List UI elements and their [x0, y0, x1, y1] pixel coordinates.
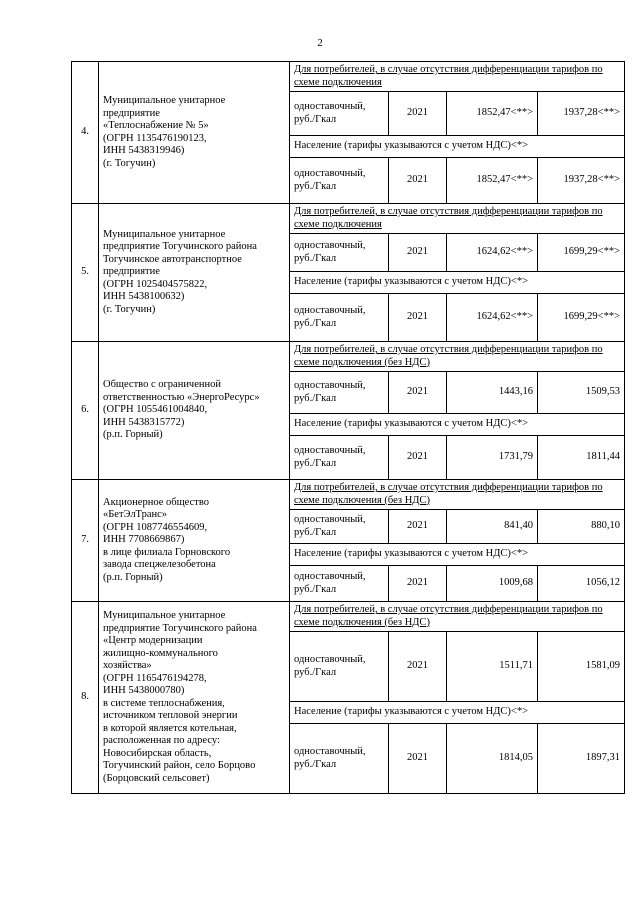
- consumer-group-header: Для потребителей, в случае отсутствия дифференциации тарифов по схеме подключения (без НДС): [290, 480, 625, 510]
- org-line: Новосибирская область,: [103, 747, 212, 759]
- organization-cell: [99, 62, 290, 204]
- tariff-value-second-half: 1699,29<**>: [538, 234, 625, 272]
- tariff-year: 2021: [389, 372, 447, 414]
- org-line: (р.п. Горный): [103, 429, 163, 441]
- org-line: ИНН 7708669867): [103, 534, 185, 546]
- tariff-type: одноставочный, руб./Гкал: [290, 436, 389, 480]
- org-line: Акционерное общество: [103, 496, 209, 508]
- tariff-value-first-half: 1624,62<**>: [447, 234, 538, 272]
- org-line: (ОГРН 1055461004840,: [103, 404, 208, 416]
- tariff-year: 2021: [389, 436, 447, 480]
- organization-cell: [99, 204, 290, 342]
- org-line: в которой является котельная,: [103, 722, 237, 734]
- org-line: (г. Тогучин): [103, 303, 156, 315]
- org-line: «Центр модернизации: [103, 635, 203, 646]
- org-line: (г. Тогучин): [103, 157, 156, 169]
- tariff-value-second-half: 1897,31: [538, 724, 625, 794]
- org-line: «Теплоснабжение № 5»: [103, 120, 209, 131]
- tariff-year: 2021: [389, 566, 447, 602]
- org-line: Тогучинский район, село Борцово: [103, 760, 256, 771]
- org-line: (ОГРН 1087746554609,: [103, 521, 208, 533]
- tariff-type: одноставочный, руб./Гкал: [290, 92, 389, 136]
- org-line: Муниципальное унитарное: [103, 228, 226, 240]
- org-line: Тогучинское автотранспортное: [103, 253, 242, 265]
- tariff-value-first-half: 1009,68: [447, 566, 538, 602]
- tariff-table: [71, 61, 625, 794]
- tariff-value-second-half: 1811,44: [538, 436, 625, 480]
- tariff-year: 2021: [389, 632, 447, 702]
- tariff-type: одноставочный, руб./Гкал: [290, 724, 389, 794]
- tariff-type: одноставочный, руб./Гкал: [290, 632, 389, 702]
- org-line: (р.п. Горный): [103, 571, 163, 583]
- section-header-row: [72, 204, 625, 234]
- tariff-value-second-half: 880,10: [538, 510, 625, 544]
- org-line: Общество с ограниченной: [103, 379, 221, 391]
- section-header-row: [72, 480, 625, 510]
- tariff-value-first-half: 1852,47<**>: [447, 92, 538, 136]
- org-line: ИНН 5438000780): [103, 685, 185, 696]
- org-line: в системе теплоснабжения,: [103, 697, 225, 709]
- org-line: Муниципальное унитарное: [103, 95, 226, 106]
- tariff-value-second-half: 1056,12: [538, 566, 625, 602]
- organization-cell: [99, 480, 290, 602]
- org-line: расположенная по адресу:: [103, 735, 220, 746]
- org-line: жилищно-коммунального: [103, 647, 218, 659]
- tariff-year: 2021: [389, 510, 447, 544]
- org-line: ИНН 5438319946): [103, 145, 185, 156]
- row-number: 8.: [72, 602, 99, 794]
- page-number: 2: [317, 37, 323, 49]
- org-line: (ОГРН 1135476190123,: [103, 132, 207, 144]
- tariff-value-first-half: 1814,05: [447, 724, 538, 794]
- consumer-group-header: Для потребителей, в случае отсутствия дифференциации тарифов по схеме подключения: [290, 62, 625, 92]
- tariff-year: 2021: [389, 92, 447, 136]
- tariff-year: 2021: [389, 234, 447, 272]
- tariff-type: одноставочный, руб./Гкал: [290, 234, 389, 272]
- consumer-group-header: Для потребителей, в случае отсутствия дифференциации тарифов по схеме подключения: [290, 204, 625, 234]
- org-line: завода спецжелезобетона: [103, 559, 216, 571]
- organization-cell: [99, 342, 290, 480]
- tariff-value-first-half: 1624,62<**>: [447, 294, 538, 342]
- tariff-value-second-half: 1581,09: [538, 632, 625, 702]
- tariff-value-second-half: 1699,29<**>: [538, 294, 625, 342]
- consumer-group-header: Для потребителей, в случае отсутствия дифференциации тарифов по схеме подключения (без НДС): [290, 602, 625, 632]
- tariff-year: 2021: [389, 158, 447, 204]
- org-line: в лице филиала Горновского: [103, 546, 231, 558]
- section-header-row: [72, 602, 625, 632]
- org-line: предприятие Тогучинского района: [103, 241, 257, 253]
- org-line: (Борцовский сельсовет): [103, 772, 210, 784]
- org-line: источником тепловой энергии: [103, 710, 238, 721]
- tariff-type: одноставочный, руб./Гкал: [290, 510, 389, 544]
- tariff-value-first-half: 1852,47<**>: [447, 158, 538, 204]
- row-number: 4.: [72, 62, 99, 204]
- population-group-header: Население (тарифы указываются с учетом НДС)<*>: [290, 414, 625, 436]
- tariff-type: одноставочный, руб./Гкал: [290, 294, 389, 342]
- org-line: Муниципальное унитарное: [103, 610, 226, 621]
- org-line: «БетЭлТранс»: [103, 509, 168, 521]
- org-line: хозяйства»: [103, 660, 152, 671]
- row-number: 7.: [72, 480, 99, 602]
- population-group-header: Население (тарифы указываются с учетом НДС)<*>: [290, 702, 625, 724]
- org-line: ИНН 5438100632): [103, 291, 185, 303]
- row-number: 5.: [72, 204, 99, 342]
- row-number: 6.: [72, 342, 99, 480]
- tariff-value-second-half: 1509,53: [538, 372, 625, 414]
- tariff-type: одноставочный, руб./Гкал: [290, 158, 389, 204]
- tariff-value-first-half: 1731,79: [447, 436, 538, 480]
- population-group-header: Население (тарифы указываются с учетом НДС)<*>: [290, 544, 625, 566]
- organization-cell: [99, 602, 290, 794]
- tariff-year: 2021: [389, 294, 447, 342]
- org-line: предприятие Тогучинского района: [103, 622, 257, 634]
- consumer-group-header: Для потребителей, в случае отсутствия дифференциации тарифов по схеме подключения (без НДС): [290, 342, 625, 372]
- population-group-header: Население (тарифы указываются с учетом НДС)<*>: [290, 272, 625, 294]
- tariff-year: 2021: [389, 724, 447, 794]
- section-header-row: [72, 62, 625, 92]
- section-header-row: [72, 342, 625, 372]
- org-line: предприятие: [103, 107, 160, 119]
- tariff-value-first-half: 1511,71: [447, 632, 538, 702]
- tariff-type: одноставочный, руб./Гкал: [290, 372, 389, 414]
- org-line: (ОГРН 1165476194278,: [103, 672, 207, 684]
- org-line: предприятие: [103, 266, 160, 278]
- tariff-value-first-half: 1443,16: [447, 372, 538, 414]
- tariff-value-first-half: 841,40: [447, 510, 538, 544]
- org-line: (ОГРН 1025404575822,: [103, 278, 208, 290]
- tariff-value-second-half: 1937,28<**>: [538, 92, 625, 136]
- org-line: ответственностью «ЭнергоРесурс»: [103, 391, 260, 403]
- population-group-header: Население (тарифы указываются с учетом НДС)<*>: [290, 136, 625, 158]
- org-line: ИНН 5438315772): [103, 416, 185, 428]
- tariff-type: одноставочный, руб./Гкал: [290, 566, 389, 602]
- tariff-value-second-half: 1937,28<**>: [538, 158, 625, 204]
